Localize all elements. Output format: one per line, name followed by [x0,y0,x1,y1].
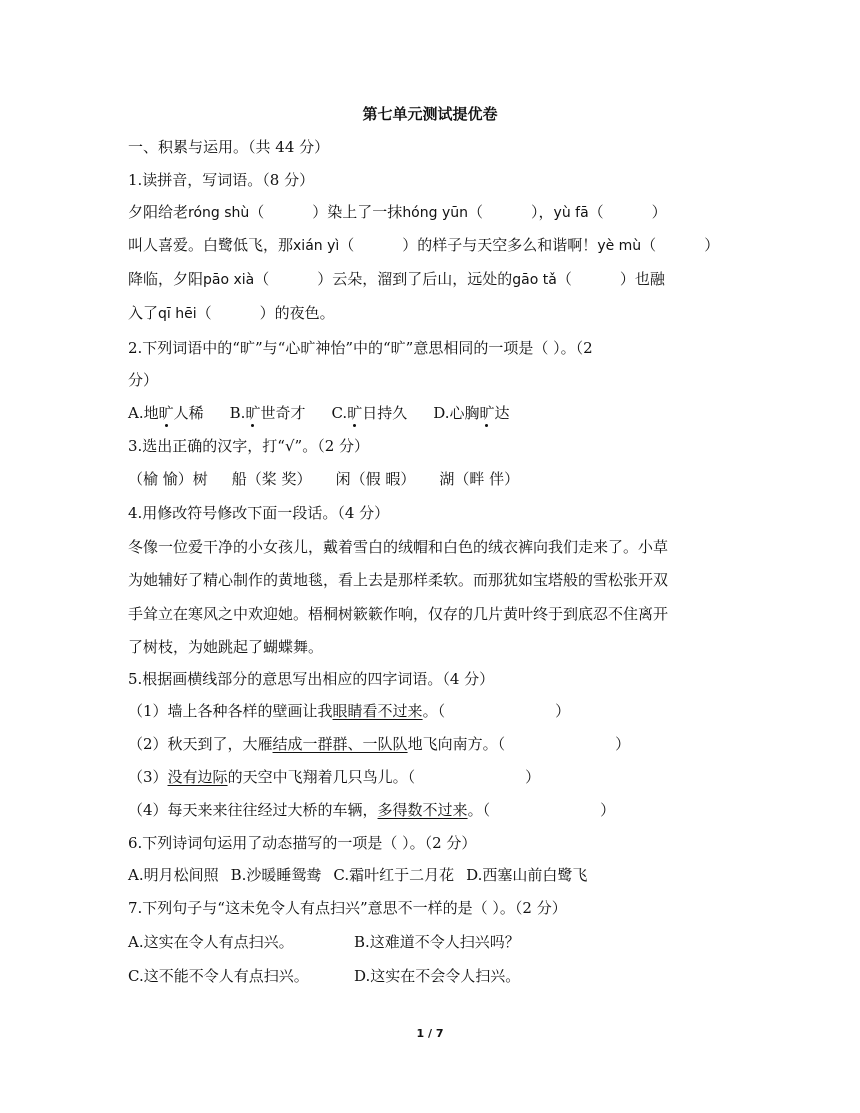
q2-option-b: B.旷世奇才 [229,404,306,422]
q2-stem: 2.下列词语中的“旷”与“心旷神怡”中的“旷”意思相同的一项是（ ）。（2 [128,339,593,357]
q6-option-c: C.霜叶红于二月花 [333,866,455,884]
q5-sentence-4: （4）每天来来往往经过大桥的车辆，多得数不过来。（ ） [128,801,616,819]
q1-line-4: 入了qī hēi（ ）的夜色。 [128,304,335,322]
q1-line-1: 夕阳给老róng shù（ ）染上了一抹hóng yūn（ ），yù fā（ ） [128,203,667,221]
q2-option-d: D.心胸旷达 [433,404,510,422]
q6-option-a: A.明月松间照 [128,866,219,884]
q5-sentence-2: （2）秋天到了，大雁结成一群群、一队队地飞向南方。（ ） [128,735,631,753]
q1-stem: 1.读拼音，写词语。（8 分） [128,171,315,189]
q4-paragraph-line: 了树枝，为她跳起了蝴蝶舞。 [128,638,324,656]
q2-option-c: C.旷日持久 [331,404,408,422]
q1-line-2: 叫人喜爱。白鹭低飞，那xián yì（ ）的样子与天空多么和谐啊！yè mù（ ） [128,236,720,254]
q3-item: 闲（假 暇） [335,470,416,488]
q5-sentence-3: （3）没有边际的天空中飞翔着几只鸟儿。（ ） [128,768,541,786]
q2-stem-cont: 分） [128,371,159,389]
q6-stem: 6.下列诗词句运用了动态描写的一项是（ ）。（2 分） [128,834,477,852]
q7-option-a: A.这实在令人有点扫兴。 [128,933,294,951]
q5-stem: 5.根据画横线部分的意思写出相应的四字词语。（4 分） [128,670,495,688]
q3-item: 船（桨 奖） [231,470,312,488]
q4-stem: 4.用修改符号修改下面一段话。（4 分） [128,504,390,522]
q7-stem: 7.下列句子与“这未免令人有点扫兴”意思不一样的是（ ）。（2 分） [128,899,567,917]
underlined-phrase: 多得数不过来 [377,801,468,819]
q6-options [128,864,587,886]
q4-paragraph-line: 冬像一位爱干净的小女孩儿，戴着雪白的绒帽和白色的绒衣裤向我们走来了。小草 [128,538,669,556]
q6-option-d: D.西塞山前白鹭飞 [466,866,588,884]
q4-paragraph-line: 手耸立在寒风之中欢迎她。梧桐树簌簌作响，仅存的几片黄叶终于到底忍不住离开 [128,605,669,623]
q7-option-b: B.这难道不令人扫兴吗？ [354,933,520,951]
q7-option-c: C.这不能不令人有点扫兴。 [128,967,309,985]
q3-items [128,468,519,490]
underlined-phrase: 眼睛看不过来 [332,702,423,720]
q3-stem: 3.选出正确的汉字，打“√”。（2 分） [128,437,370,455]
q6-option-b: B.沙暖睡鸳鸯 [230,866,322,884]
q1-line-3: 降临，夕阳pāo xià（ ）云朵，溜到了后山，远处的gāo tǎ（ ）也融 [128,270,665,288]
section-heading: 一、积累与运用。（共 44 分） [128,138,330,156]
underlined-phrase: 没有边际 [167,768,228,786]
q2-option-a: A.地旷人稀 [128,404,204,422]
page-number: 1 / 7 [416,1027,444,1040]
q4-paragraph-line: 为她辅好了精心制作的黄地毯，看上去是那样柔软。而那犹如宝塔般的雪松张开双 [128,571,669,589]
q2-options [128,402,510,424]
q5-sentence-1: （1）墙上各种各样的壁画让我眼睛看不过来。（ ） [128,702,571,720]
underlined-phrase: 结成一群群、一队队 [272,735,408,753]
q3-item: （榆 愉）树 [128,470,208,488]
q3-item: 湖（畔 伴） [439,470,520,488]
page-title: 第七单元测试提优卷 [362,105,498,123]
q7-option-d: D.这实在不会令人扫兴。 [354,967,521,985]
